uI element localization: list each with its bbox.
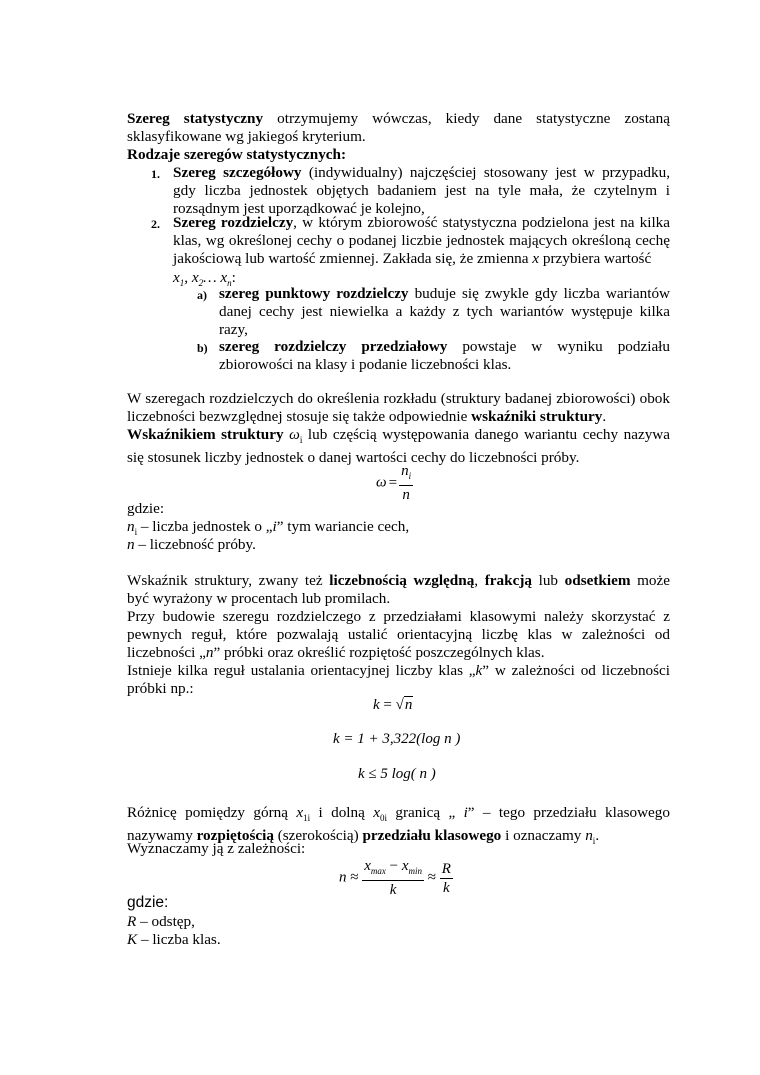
types-heading: Rodzaje szeregów statystycznych: [127,146,347,163]
where-label-1: gdzie: [127,500,165,517]
list-item: 2. Szereg rozdzielczy, w którym zbiorowość statystyczna podzielona jest na kilka klas, wg określonej cechy o podanej liczbie jednostek mających określoną cechę jakościową lub wartość zmiennej. Zakłada się, że zmienna x przybiera wartość $x_1$, $x_2\dots$ $x_n$: [151,214,670,288]
sublist-item: b) szereg rozdzielczy przedziałowy powstaje w wyniku podziału zbiorowości na klasy i podanie liczebności klas. [197,338,670,374]
where-label-2: gdzie: [127,894,169,911]
intro-paragraph: Szereg statystyczny otrzymujemy wówczas, kiedy dane statystyczne zostaną sklasyfikowane wg jakiegoś kryterium. [127,110,670,146]
k-inequality-formula: k ≤ 5 log( n ) [358,766,436,782]
range-paragraph: Różnicę pomiędzy górną $x_{1i}$ i dolną $x_{0i}$ granicą „ i” – tego przedziału klasowego nazywamy rozpiętością (szerokością) przedziału klasowego i oznaczamy $n_i$. [127,804,670,847]
fraction-paragraph: Wskaźnik struktury, zwany też liczebnością względną, frakcją lub odsetkiem może być wyrażony w procentach lub promilach. [127,572,670,608]
k-paragraph: Istnieje kilka reguł ustalania orientacyjnej liczby klas „k” w zależności od liczebności próbki np.: [127,662,671,698]
where-line: R – odstęp, [127,913,195,930]
indicators-paragraph: W szeregach rozdzielczych do określenia rozkładu (struktury badanej zbiorowości) obok liczebności bezwzględnej stosuje się także odpowiednie wskaźniki struktury. [127,390,670,426]
k-sqrt-formula: k = √n [373,697,413,713]
omega-formula: ω = $\frac{n_i}{n}$ [376,463,412,503]
where-line: $n_i$ – liczba jednostek o „i” tym wariancie cech, [127,518,410,538]
where-line: K – liczba klas. [127,931,221,948]
where-line: n – liczebność próby. [127,536,256,553]
values-sequence: $x_1$, $x_2\dots$ $x_n$ [173,268,232,288]
compute-paragraph: Wyznaczamy ją z zależności: [127,840,306,857]
rules-paragraph: Przy budowie szeregu rozdzielczego z przedziałami klasowymi należy skorzystać z pewnych reguł, które pozwalają ustalić orientacyjną liczbę klas w zależności od liczebności „n” próbki oraz określić rozpiętość poszczególnych klas. [127,608,670,662]
range-formula: n ≈ $\frac{x_{max} - x_{min}}{k}$ ≈ $\frac{R}{k}$ [339,858,451,898]
definition-paragraph: Wskaźnikiem struktury $\omega_i$ lub częścią występowania danego wariantu cechy nazywa się stosunek liczby jednostek o danej wartości cechy do liczebności próby. [127,426,671,467]
sublist-item: a) szereg punktowy rozdzielczy buduje się zwykle gdy liczba wariantów danej cechy jest niewielka a każdy z tych wariantów występuje kilka razy, [197,285,671,339]
k-log-formula: k = 1 + 3,322(log n ) [333,731,461,747]
list-item: 1. Szereg szczegółowy (indywidualny) najczęściej stosowany jest w przypadku, gdy liczba jednostek objętych badaniem jest na tyle mała, że czytelnym i rozsądnym jest uporządkować je kolejno, [151,164,670,218]
intro-term: Szereg statystyczny [127,110,264,127]
